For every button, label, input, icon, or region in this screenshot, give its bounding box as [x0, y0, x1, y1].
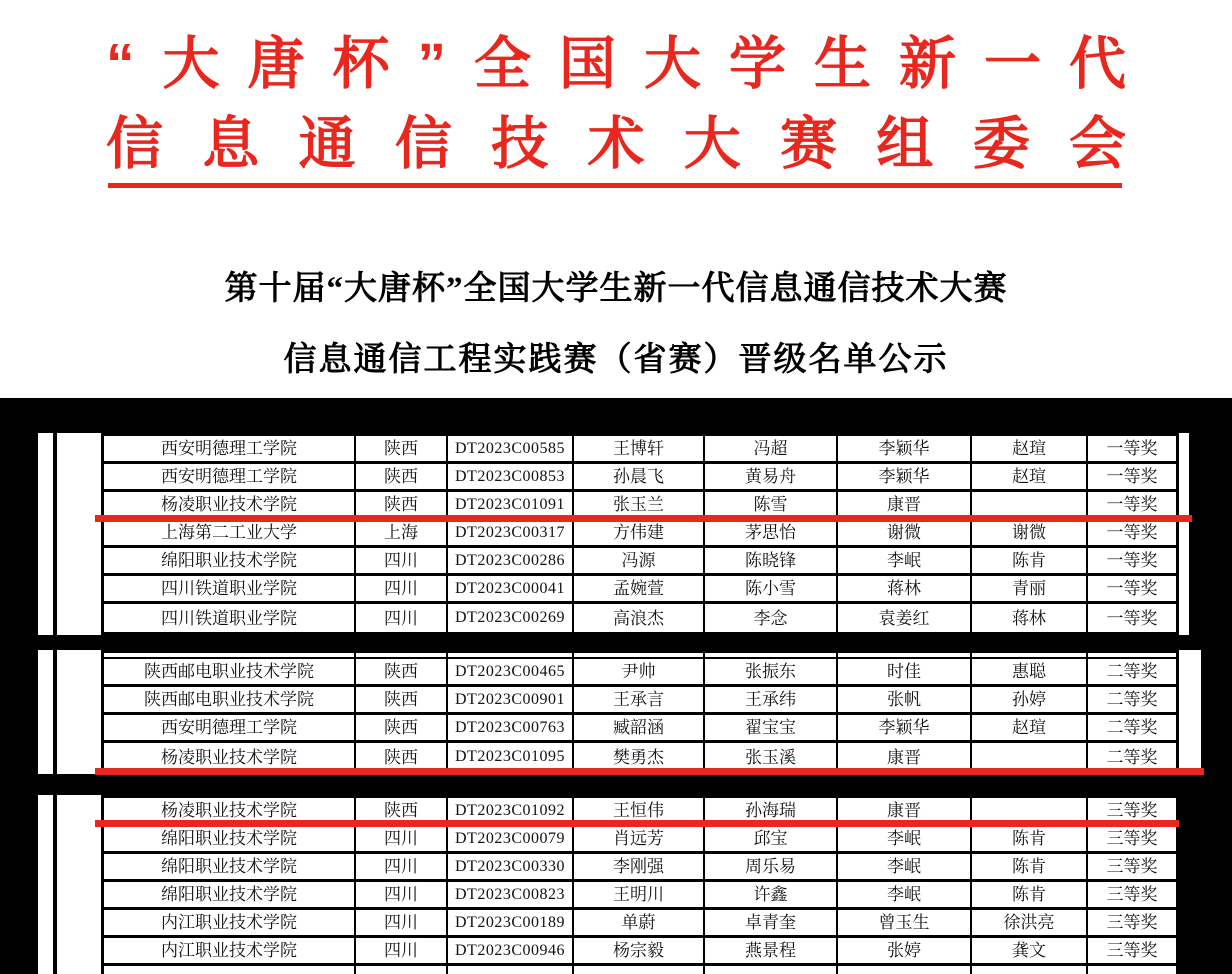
- advisor-1: 谢微: [838, 520, 972, 545]
- team-member-1: 单蔚: [574, 910, 705, 935]
- team-member-1: 张玉兰: [574, 492, 705, 517]
- team-member-2: 卓青奎: [705, 910, 838, 935]
- third-prize-table-fragment: [38, 795, 1179, 974]
- cropped-left-column: [38, 650, 53, 774]
- province: 陕西: [356, 436, 448, 461]
- team-id: DT2023C01092: [448, 798, 574, 823]
- school-name: 内江职业技术学院: [104, 910, 356, 935]
- province: 陕西: [356, 687, 448, 712]
- result-row: [104, 520, 1176, 548]
- advisor-1: 李岷: [838, 548, 972, 573]
- org-title-line-1: “大唐杯”全国大学生新一代: [106, 32, 1126, 96]
- award-level: 一等奖: [1106, 523, 1158, 542]
- award-level: 三等奖: [1106, 913, 1158, 932]
- advisor-1: 李颖华: [838, 715, 972, 740]
- province: 陕西: [356, 743, 448, 771]
- award-level: 一等奖: [1106, 608, 1158, 628]
- team-id: DT2023C00901: [448, 687, 574, 712]
- team-member-1: 樊勇杰: [574, 743, 705, 771]
- team-member-2: [705, 966, 838, 974]
- team-member-2: 燕景程: [705, 938, 838, 963]
- team-id: DT2023C00823: [448, 882, 574, 907]
- award-level: 一等奖: [1106, 579, 1158, 598]
- award-level: 一等奖: [1106, 439, 1158, 458]
- team-member-1: 杨宗毅: [574, 938, 705, 963]
- result-row: [104, 743, 1176, 771]
- advisor-1: 康晋: [838, 743, 972, 771]
- award-level: 二等奖: [1106, 747, 1158, 767]
- school-name: 杨凌职业技术学院: [104, 798, 356, 823]
- school-name: 绵阳职业技术学院: [104, 826, 356, 851]
- team-member-1: 孟婉萱: [574, 576, 705, 601]
- team-member-2: 许鑫: [705, 882, 838, 907]
- award-level: 三等奖: [1106, 829, 1158, 848]
- team-member-2: 王承纬: [705, 687, 838, 712]
- team-id: DT2023C00189: [448, 910, 574, 935]
- team-member-2: 翟宝宝: [705, 715, 838, 740]
- team-member-1: 王博轩: [574, 436, 705, 461]
- advisor-2: [972, 492, 1088, 517]
- province: 四川: [356, 604, 448, 632]
- team-member-1: 冯源: [574, 548, 705, 573]
- team-member-2: 陈雪: [705, 492, 838, 517]
- team-member-2: 陈晓锋: [705, 548, 838, 573]
- province: 陕西: [356, 659, 448, 684]
- advisor-2: [972, 966, 1088, 974]
- advisor-1: 康晋: [838, 492, 972, 517]
- result-row: [104, 798, 1176, 826]
- result-row: [104, 659, 1176, 687]
- advisor-1: 时佳: [838, 659, 972, 684]
- advisor-2: 蒋林: [972, 604, 1088, 632]
- partial-row: [104, 966, 1176, 974]
- result-row: [104, 882, 1176, 910]
- org-title-line-2: 信息通信技术大赛组委会: [106, 112, 1126, 176]
- award-level: 二等奖: [1106, 690, 1158, 709]
- cropped-right-edge: [1179, 650, 1201, 774]
- province: 四川: [356, 882, 448, 907]
- team-member-1: [574, 966, 705, 974]
- team-id: DT2023C00269: [448, 604, 574, 632]
- letterhead-underline: [108, 183, 1122, 188]
- advisor-1: 李颖华: [838, 464, 972, 489]
- advisor-1: 曾玉生: [838, 910, 972, 935]
- team-id: [448, 653, 574, 657]
- cropped-index-column: [57, 650, 101, 774]
- table-viewport-mask: [0, 398, 1232, 974]
- province: 陕西: [356, 464, 448, 489]
- advisor-1: 张帆: [838, 687, 972, 712]
- province: 陕西: [356, 715, 448, 740]
- province: 陕西: [356, 492, 448, 517]
- result-row: [104, 938, 1176, 966]
- team-member-2: 张振东: [705, 659, 838, 684]
- team-id: DT2023C00585: [448, 436, 574, 461]
- team-member-1: 高浪杰: [574, 604, 705, 632]
- team-member-2: 李念: [705, 604, 838, 632]
- result-row: [104, 854, 1176, 882]
- result-row: [104, 492, 1176, 520]
- advisor-1: [838, 653, 972, 657]
- team-member-2: 邱宝: [705, 826, 838, 851]
- province: 四川: [356, 938, 448, 963]
- team-id: [448, 966, 574, 974]
- team-id: DT2023C00330: [448, 854, 574, 879]
- result-row: [104, 910, 1176, 938]
- team-member-1: 方伟建: [574, 520, 705, 545]
- school-name: 四川铁道职业学院: [104, 604, 356, 632]
- cropped-index-column: [57, 433, 101, 635]
- school-name: 绵阳职业技术学院: [104, 854, 356, 879]
- result-row: [104, 576, 1176, 604]
- advisor-2: 孙婷: [972, 687, 1088, 712]
- team-member-2: 周乐易: [705, 854, 838, 879]
- team-id: DT2023C00853: [448, 464, 574, 489]
- province: 四川: [356, 548, 448, 573]
- advisor-2: 赵瑄: [972, 715, 1088, 740]
- advisor-2: 赵瑄: [972, 436, 1088, 461]
- advisor-1: 李岷: [838, 826, 972, 851]
- advisor-2: [972, 653, 1088, 657]
- province: 上海: [356, 520, 448, 545]
- cropped-left-column: [38, 433, 53, 635]
- province: 四川: [356, 854, 448, 879]
- advisor-1: 张婷: [838, 938, 972, 963]
- team-id: DT2023C00317: [448, 520, 574, 545]
- second-prize-table-fragment: [38, 650, 1201, 774]
- team-id: DT2023C00286: [448, 548, 574, 573]
- team-member-1: 李刚强: [574, 854, 705, 879]
- award-level: 三等奖: [1106, 885, 1158, 904]
- school-name: [104, 966, 356, 974]
- advisor-2: 谢微: [972, 520, 1088, 545]
- team-member-1: 肖远芳: [574, 826, 705, 851]
- school-name: 陕西邮电职业技术学院: [104, 659, 356, 684]
- team-id: DT2023C01095: [448, 743, 574, 771]
- doc-title: 第十届“大唐杯”全国大学生新一代信息通信技术大赛: [224, 271, 1008, 307]
- province: 四川: [356, 910, 448, 935]
- team-member-1: 王承言: [574, 687, 705, 712]
- advisor-2: [972, 798, 1088, 823]
- cropped-left-column: [38, 795, 53, 974]
- award-level: 三等奖: [1106, 857, 1158, 876]
- team-member-1: 王明川: [574, 882, 705, 907]
- team-member-2: 孙海瑞: [705, 798, 838, 823]
- advisor-2: 陈肯: [972, 882, 1088, 907]
- school-name: 绵阳职业技术学院: [104, 882, 356, 907]
- team-member-1: 孙晨飞: [574, 464, 705, 489]
- award-level: 二等奖: [1106, 718, 1158, 737]
- team-id: DT2023C00946: [448, 938, 574, 963]
- team-id: DT2023C00079: [448, 826, 574, 851]
- advisor-1: 康晋: [838, 798, 972, 823]
- advisor-1: 李岷: [838, 854, 972, 879]
- award-level: 一等奖: [1106, 551, 1158, 570]
- first-prize-table-fragment: [38, 433, 1189, 635]
- team-id: DT2023C01091: [448, 492, 574, 517]
- advisor-2: 青丽: [972, 576, 1088, 601]
- award-level: 二等奖: [1106, 662, 1158, 681]
- award-level: 一等奖: [1106, 495, 1158, 514]
- advisor-2: 徐洪亮: [972, 910, 1088, 935]
- result-row: [104, 604, 1176, 632]
- team-member-2: 冯超: [705, 436, 838, 461]
- advisor-1: [838, 966, 972, 974]
- school-name: 内江职业技术学院: [104, 938, 356, 963]
- school-name: 西安明德理工学院: [104, 464, 356, 489]
- school-name: 杨凌职业技术学院: [104, 743, 356, 771]
- province: 四川: [356, 576, 448, 601]
- advisor-1: 袁姜红: [838, 604, 972, 632]
- school-name: 杨凌职业技术学院: [104, 492, 356, 517]
- advisor-2: 陈肯: [972, 854, 1088, 879]
- advisor-2: 惠聪: [972, 659, 1088, 684]
- result-row: [104, 826, 1176, 854]
- school-name: 四川铁道职业学院: [104, 576, 356, 601]
- advisor-2: 陈肯: [972, 548, 1088, 573]
- team-id: DT2023C00465: [448, 659, 574, 684]
- results-table: [101, 650, 1179, 774]
- advisor-2: 陈肯: [972, 826, 1088, 851]
- results-table: [101, 795, 1179, 974]
- doc-subtitle: 信息通信工程实践赛（省赛）晋级名单公示: [283, 342, 949, 378]
- award-level: 三等奖: [1106, 801, 1158, 820]
- province: 四川: [356, 826, 448, 851]
- award-level: 一等奖: [1106, 467, 1158, 486]
- team-member-2: 张玉溪: [705, 743, 838, 771]
- result-row: [104, 548, 1176, 576]
- award-level: [1088, 966, 1176, 974]
- advisor-1: 李岷: [838, 882, 972, 907]
- result-row: [104, 464, 1176, 492]
- result-row: [104, 715, 1176, 743]
- advisor-2: 赵瑄: [972, 464, 1088, 489]
- province: [356, 653, 448, 657]
- province: 陕西: [356, 798, 448, 823]
- award-level: [1088, 653, 1176, 657]
- team-id: DT2023C00763: [448, 715, 574, 740]
- school-name: 西安明德理工学院: [104, 436, 356, 461]
- advisor-2: [972, 743, 1088, 771]
- advisor-1: 李颖华: [838, 436, 972, 461]
- school-name: 陕西邮电职业技术学院: [104, 687, 356, 712]
- advisor-2: 龚文: [972, 938, 1088, 963]
- school-name: 上海第二工业大学: [104, 520, 356, 545]
- province: [356, 966, 448, 974]
- team-member-2: 茅思怡: [705, 520, 838, 545]
- advisor-1: 蒋林: [838, 576, 972, 601]
- team-member-2: 陈小雪: [705, 576, 838, 601]
- team-member-1: 臧韶涵: [574, 715, 705, 740]
- school-name: 西安明德理工学院: [104, 715, 356, 740]
- team-id: DT2023C00041: [448, 576, 574, 601]
- team-member-2: [705, 653, 838, 657]
- team-member-1: 尹帅: [574, 659, 705, 684]
- award-level: 三等奖: [1106, 941, 1158, 960]
- cropped-right-edge: [1179, 433, 1189, 635]
- school-name: 绵阳职业技术学院: [104, 548, 356, 573]
- team-member-2: 黄易舟: [705, 464, 838, 489]
- school-name: [104, 653, 356, 657]
- result-row: [104, 687, 1176, 715]
- result-row: [104, 436, 1176, 464]
- letterhead: [0, 0, 1232, 230]
- team-member-1: [574, 653, 705, 657]
- results-table: [101, 433, 1179, 635]
- team-member-1: 王恒伟: [574, 798, 705, 823]
